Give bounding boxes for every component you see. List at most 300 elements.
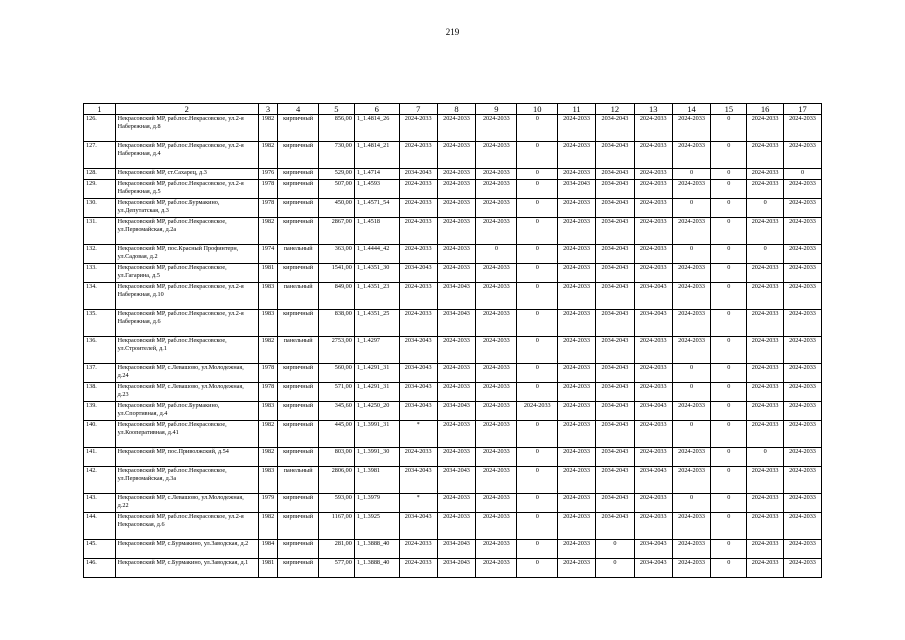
period-17-cell: 2024-2033	[784, 115, 822, 142]
table-row	[84, 540, 822, 559]
column-header-7: 7	[399, 104, 437, 115]
passport-id-cell: 1_1.4814_26	[354, 115, 399, 142]
address-cell: Некрасовский МР, с.Левашово, ул.Молодежная, д.23	[115, 383, 258, 402]
period-12-cell: 2034-2043	[595, 402, 634, 421]
area-cell: 445,00	[319, 421, 355, 448]
period-16-cell: 2024-2033	[747, 402, 784, 421]
period-15-cell: 0	[711, 115, 747, 142]
address-cell: Некрасовский МР, раб.пос.Бурмакино, ул.Депутатская, д.3	[115, 199, 258, 218]
period-8-cell: 2024-2033	[437, 448, 476, 467]
table-row	[84, 337, 822, 364]
period-16-cell: 2024-2033	[747, 180, 784, 199]
column-header-2: 2	[115, 104, 258, 115]
wall-material-cell: кирпичный	[278, 310, 319, 337]
period-16-cell: 0	[747, 448, 784, 467]
passport-id-cell: 1_1.4571_54	[354, 199, 399, 218]
passport-id-cell: 1_1.4351_30	[354, 264, 399, 283]
column-header-9: 9	[476, 104, 517, 115]
period-9-cell: 2024-2033	[476, 180, 517, 199]
period-14-cell: 0	[672, 383, 711, 402]
column-header-15: 15	[711, 104, 747, 115]
period-14-cell: 2024-2033	[672, 264, 711, 283]
period-15-cell: 0	[711, 337, 747, 364]
period-16-cell: 2024-2033	[747, 115, 784, 142]
period-10-cell: 0	[517, 283, 558, 310]
period-10-cell: 0	[517, 513, 558, 540]
address-cell: Некрасовский МР, с.Бурмакино, ул.Заводская, д.2	[115, 540, 258, 559]
period-13-cell: 2024-2033	[634, 383, 672, 402]
year-built-cell: 1976	[258, 169, 277, 180]
period-13-cell: 2024-2033	[634, 264, 672, 283]
address-cell: Некрасовский МР, раб.пос.Бурмакино, ул.Спортивная, д.4	[115, 402, 258, 421]
year-built-cell: 1983	[258, 283, 277, 310]
period-7-cell: 2034-2043	[399, 383, 437, 402]
period-14-cell: 2024-2033	[672, 337, 711, 364]
period-13-cell: 2034-2043	[634, 540, 672, 559]
wall-material-cell: кирпичный	[278, 115, 319, 142]
row-number-cell: 133.	[84, 264, 116, 283]
address-cell: Некрасовский МР, ст.Сахарец, д.3	[115, 169, 258, 180]
passport-id-cell: 1_1.4250_20	[354, 402, 399, 421]
period-7-cell: 2024-2033	[399, 199, 437, 218]
period-10-cell: 0	[517, 467, 558, 494]
row-number-cell: 137.	[84, 364, 116, 383]
row-number-cell: 128.	[84, 169, 116, 180]
period-8-cell: 2034-2043	[437, 283, 476, 310]
period-11-cell: 2024-2033	[558, 115, 596, 142]
address-cell: Некрасовский МР, раб.пос.Некрасовское, ул.Первомайская, д.2а	[115, 218, 258, 245]
column-header-16: 16	[747, 104, 784, 115]
period-15-cell: 0	[711, 513, 747, 540]
year-built-cell: 1982	[258, 337, 277, 364]
period-8-cell: 2024-2033	[437, 364, 476, 383]
period-7-cell: 2024-2033	[399, 448, 437, 467]
period-16-cell: 0	[747, 199, 784, 218]
table-body	[84, 115, 822, 578]
period-13-cell: 2024-2033	[634, 218, 672, 245]
wall-material-cell: кирпичный	[278, 218, 319, 245]
period-8-cell: 2034-2043	[437, 402, 476, 421]
period-7-cell: *	[399, 494, 437, 513]
period-11-cell: 2024-2033	[558, 142, 596, 169]
period-16-cell: 2024-2033	[747, 559, 784, 578]
period-15-cell: 0	[711, 448, 747, 467]
row-number-cell: 144.	[84, 513, 116, 540]
period-13-cell: 2024-2033	[634, 142, 672, 169]
period-14-cell: 2024-2033	[672, 467, 711, 494]
period-15-cell: 0	[711, 142, 747, 169]
period-12-cell: 2034-2043	[595, 448, 634, 467]
period-7-cell: 2024-2033	[399, 115, 437, 142]
row-number-cell: 139.	[84, 402, 116, 421]
column-header-1: 1	[84, 104, 116, 115]
period-8-cell: 2024-2033	[437, 337, 476, 364]
period-14-cell: 2024-2033	[672, 513, 711, 540]
period-7-cell: 2034-2043	[399, 513, 437, 540]
year-built-cell: 1978	[258, 364, 277, 383]
period-14-cell: 2024-2033	[672, 142, 711, 169]
address-cell: Некрасовский МР, раб.пос.Некрасовское, ул.Первомайская, д.3а	[115, 467, 258, 494]
period-7-cell: 2024-2033	[399, 559, 437, 578]
period-17-cell: 2024-2033	[784, 364, 822, 383]
period-15-cell: 0	[711, 364, 747, 383]
period-9-cell: 2024-2033	[476, 310, 517, 337]
period-11-cell: 2024-2033	[558, 448, 596, 467]
period-12-cell: 2034-2043	[595, 264, 634, 283]
table-row	[84, 115, 822, 142]
period-9-cell: 2024-2033	[476, 218, 517, 245]
row-number-cell: 134.	[84, 283, 116, 310]
housing-table	[83, 103, 822, 578]
period-11-cell: 2024-2033	[558, 494, 596, 513]
year-built-cell: 1974	[258, 245, 277, 264]
period-11-cell: 2024-2033	[558, 513, 596, 540]
period-9-cell: 2024-2033	[476, 494, 517, 513]
period-13-cell: 2024-2033	[634, 245, 672, 264]
wall-material-cell: панельный	[278, 467, 319, 494]
year-built-cell: 1983	[258, 310, 277, 337]
passport-id-cell: 1_1.3925	[354, 513, 399, 540]
wall-material-cell: кирпичный	[278, 199, 319, 218]
period-15-cell: 0	[711, 218, 747, 245]
period-15-cell: 0	[711, 245, 747, 264]
period-13-cell: 2034-2043	[634, 402, 672, 421]
address-cell: Некрасовский МР, раб.пос.Некрасовское, ул.2-я Набережная, д.10	[115, 283, 258, 310]
period-15-cell: 0	[711, 283, 747, 310]
period-7-cell: 2034-2043	[399, 264, 437, 283]
row-number-cell: 130.	[84, 199, 116, 218]
period-12-cell: 2034-2043	[595, 180, 634, 199]
area-cell: 1167,00	[319, 513, 355, 540]
period-14-cell: 2024-2033	[672, 448, 711, 467]
table-row	[84, 364, 822, 383]
period-17-cell: 2024-2033	[784, 337, 822, 364]
period-17-cell: 2024-2033	[784, 283, 822, 310]
period-10-cell: 0	[517, 264, 558, 283]
period-12-cell: 0	[595, 559, 634, 578]
passport-id-cell: 1_1.3981	[354, 467, 399, 494]
address-cell: Некрасовский МР, раб.пос.Некрасовское, ул.2-я Набережная, д.5	[115, 180, 258, 199]
table-row	[84, 448, 822, 467]
passport-id-cell: 1_1.4714	[354, 169, 399, 180]
table-row	[84, 494, 822, 513]
period-14-cell: 0	[672, 364, 711, 383]
passport-id-cell: 1_1.4351_25	[354, 310, 399, 337]
wall-material-cell: кирпичный	[278, 264, 319, 283]
row-number-cell: 142.	[84, 467, 116, 494]
period-10-cell: 0	[517, 218, 558, 245]
period-8-cell: 2024-2033	[437, 494, 476, 513]
passport-id-cell: 1_1.3888_40	[354, 559, 399, 578]
period-10-cell: 0	[517, 494, 558, 513]
period-14-cell: 2024-2033	[672, 310, 711, 337]
period-12-cell: 0	[595, 540, 634, 559]
period-8-cell: 2024-2033	[437, 199, 476, 218]
period-11-cell: 2024-2033	[558, 310, 596, 337]
year-built-cell: 1983	[258, 467, 277, 494]
period-11-cell: 2034-2043	[558, 180, 596, 199]
period-8-cell: 2024-2033	[437, 421, 476, 448]
period-11-cell: 2024-2033	[558, 467, 596, 494]
period-8-cell: 2024-2033	[437, 169, 476, 180]
passport-id-cell: 1_1.3979	[354, 494, 399, 513]
wall-material-cell: панельный	[278, 283, 319, 310]
area-cell: 363,00	[319, 245, 355, 264]
period-16-cell: 2024-2033	[747, 264, 784, 283]
period-16-cell: 2024-2033	[747, 283, 784, 310]
wall-material-cell: кирпичный	[278, 364, 319, 383]
period-16-cell: 2024-2033	[747, 142, 784, 169]
wall-material-cell: кирпичный	[278, 383, 319, 402]
passport-id-cell: 1_1.4444_42	[354, 245, 399, 264]
row-number-cell: 131.	[84, 218, 116, 245]
period-7-cell: 2024-2033	[399, 283, 437, 310]
passport-id-cell: 1_1.3888_40	[354, 540, 399, 559]
period-11-cell: 2024-2033	[558, 402, 596, 421]
area-cell: 2753,00	[319, 337, 355, 364]
period-15-cell: 0	[711, 383, 747, 402]
period-7-cell: 2024-2033	[399, 180, 437, 199]
period-7-cell: 2034-2043	[399, 467, 437, 494]
period-17-cell: 2024-2033	[784, 494, 822, 513]
area-cell: 593,00	[319, 494, 355, 513]
period-14-cell: 0	[672, 245, 711, 264]
passport-id-cell: 1_1.4291_31	[354, 364, 399, 383]
period-17-cell: 2024-2033	[784, 448, 822, 467]
passport-id-cell: 1_1.4297	[354, 337, 399, 364]
period-7-cell: 2034-2043	[399, 337, 437, 364]
wall-material-cell: кирпичный	[278, 180, 319, 199]
period-9-cell: 2024-2033	[476, 467, 517, 494]
period-14-cell: 0	[672, 169, 711, 180]
period-9-cell: 2024-2033	[476, 421, 517, 448]
table-row	[84, 180, 822, 199]
period-12-cell: 2034-2043	[595, 467, 634, 494]
row-number-cell: 141.	[84, 448, 116, 467]
period-17-cell: 2024-2033	[784, 245, 822, 264]
period-13-cell: 2024-2033	[634, 513, 672, 540]
period-8-cell: 2024-2033	[437, 245, 476, 264]
period-13-cell: 2024-2033	[634, 364, 672, 383]
period-15-cell: 0	[711, 467, 747, 494]
period-12-cell: 2034-2043	[595, 245, 634, 264]
column-header-4: 4	[278, 104, 319, 115]
period-11-cell: 2024-2033	[558, 337, 596, 364]
period-15-cell: 0	[711, 559, 747, 578]
period-15-cell: 0	[711, 169, 747, 180]
period-10-cell: 0	[517, 115, 558, 142]
period-14-cell: 2024-2033	[672, 283, 711, 310]
period-7-cell: 2034-2043	[399, 169, 437, 180]
row-number-cell: 146.	[84, 559, 116, 578]
period-10-cell: 0	[517, 448, 558, 467]
table-row	[84, 218, 822, 245]
period-9-cell: 2024-2033	[476, 513, 517, 540]
period-10-cell: 0	[517, 199, 558, 218]
row-number-cell: 135.	[84, 310, 116, 337]
period-11-cell: 2024-2033	[558, 283, 596, 310]
period-7-cell: 2024-2033	[399, 245, 437, 264]
period-16-cell: 0	[747, 245, 784, 264]
year-built-cell: 1982	[258, 448, 277, 467]
table-row	[84, 421, 822, 448]
period-10-cell: 0	[517, 540, 558, 559]
period-9-cell: 2024-2033	[476, 383, 517, 402]
column-header-5: 5	[319, 104, 355, 115]
period-17-cell: 2024-2033	[784, 264, 822, 283]
table-row	[84, 513, 822, 540]
period-9-cell: 2024-2033	[476, 540, 517, 559]
year-built-cell: 1979	[258, 494, 277, 513]
address-cell: Некрасовский МР, раб.пос.Некрасовское, ул.Строителей, д.1	[115, 337, 258, 364]
period-8-cell: 2024-2033	[437, 218, 476, 245]
period-9-cell: 2024-2033	[476, 142, 517, 169]
period-15-cell: 0	[711, 180, 747, 199]
area-cell: 1541,00	[319, 264, 355, 283]
passport-id-cell: 1_1.4814_21	[354, 142, 399, 169]
row-number-cell: 145.	[84, 540, 116, 559]
period-17-cell: 2024-2033	[784, 402, 822, 421]
table-row	[84, 310, 822, 337]
period-15-cell: 0	[711, 264, 747, 283]
address-cell: Некрасовский МР, раб.пос.Некрасовское, ул.2-я Набережная, д.6	[115, 310, 258, 337]
period-12-cell: 2034-2043	[595, 310, 634, 337]
wall-material-cell: кирпичный	[278, 540, 319, 559]
wall-material-cell: кирпичный	[278, 559, 319, 578]
year-built-cell: 1981	[258, 559, 277, 578]
table-row	[84, 283, 822, 310]
column-header-3: 3	[258, 104, 277, 115]
period-13-cell: 2034-2043	[634, 467, 672, 494]
period-14-cell: 2024-2033	[672, 218, 711, 245]
period-15-cell: 0	[711, 199, 747, 218]
period-13-cell: 2024-2033	[634, 169, 672, 180]
table-row	[84, 199, 822, 218]
period-12-cell: 2034-2043	[595, 169, 634, 180]
period-9-cell: 2024-2033	[476, 264, 517, 283]
period-11-cell: 2024-2033	[558, 199, 596, 218]
period-14-cell: 0	[672, 494, 711, 513]
period-16-cell: 2024-2033	[747, 421, 784, 448]
period-10-cell: 0	[517, 180, 558, 199]
period-17-cell: 2024-2033	[784, 540, 822, 559]
period-16-cell: 2024-2033	[747, 513, 784, 540]
period-9-cell: 2024-2033	[476, 283, 517, 310]
year-built-cell: 1978	[258, 383, 277, 402]
period-10-cell: 0	[517, 310, 558, 337]
period-14-cell: 2024-2033	[672, 540, 711, 559]
period-11-cell: 2024-2033	[558, 245, 596, 264]
passport-id-cell: 1_1.4291_31	[354, 383, 399, 402]
period-17-cell: 2024-2033	[784, 218, 822, 245]
period-8-cell: 2034-2043	[437, 559, 476, 578]
column-header-12: 12	[595, 104, 634, 115]
year-built-cell: 1981	[258, 264, 277, 283]
address-cell: Некрасовский МР, с.Левашово, ул.Молодежная, д.24	[115, 364, 258, 383]
period-8-cell: 2034-2043	[437, 467, 476, 494]
area-cell: 2867,00	[319, 218, 355, 245]
period-9-cell: 2024-2033	[476, 364, 517, 383]
period-10-cell: 0	[517, 421, 558, 448]
period-9-cell: 2024-2033	[476, 337, 517, 364]
period-16-cell: 2024-2033	[747, 310, 784, 337]
row-number-cell: 127.	[84, 142, 116, 169]
period-10-cell: 0	[517, 169, 558, 180]
wall-material-cell: кирпичный	[278, 494, 319, 513]
period-16-cell: 2024-2033	[747, 218, 784, 245]
period-12-cell: 2034-2043	[595, 218, 634, 245]
table-row	[84, 467, 822, 494]
area-cell: 529,00	[319, 169, 355, 180]
period-17-cell: 2024-2033	[784, 199, 822, 218]
row-number-cell: 129.	[84, 180, 116, 199]
period-17-cell: 2024-2033	[784, 559, 822, 578]
year-built-cell: 1982	[258, 218, 277, 245]
passport-id-cell: 1_1.4593	[354, 180, 399, 199]
wall-material-cell: кирпичный	[278, 421, 319, 448]
period-9-cell: 0	[476, 245, 517, 264]
period-15-cell: 0	[711, 540, 747, 559]
period-16-cell: 2024-2033	[747, 364, 784, 383]
year-built-cell: 1982	[258, 513, 277, 540]
row-number-cell: 140.	[84, 421, 116, 448]
address-cell: Некрасовский МР, пос.Красный Профинтерн, ул.Садовая, д.2	[115, 245, 258, 264]
period-9-cell: 2024-2033	[476, 559, 517, 578]
area-cell: 345,60	[319, 402, 355, 421]
area-cell: 450,00	[319, 199, 355, 218]
column-header-10: 10	[517, 104, 558, 115]
period-9-cell: 2024-2033	[476, 199, 517, 218]
period-17-cell: 0	[784, 169, 822, 180]
passport-id-cell: 1_1.4518	[354, 218, 399, 245]
year-built-cell: 1978	[258, 180, 277, 199]
period-14-cell: 2024-2033	[672, 180, 711, 199]
header-row	[84, 104, 822, 115]
wall-material-cell: кирпичный	[278, 142, 319, 169]
period-10-cell: 0	[517, 142, 558, 169]
year-built-cell: 1982	[258, 142, 277, 169]
area-cell: 560,00	[319, 364, 355, 383]
period-12-cell: 2034-2043	[595, 494, 634, 513]
period-12-cell: 2034-2043	[595, 513, 634, 540]
wall-material-cell: панельный	[278, 337, 319, 364]
period-10-cell: 0	[517, 383, 558, 402]
wall-material-cell: кирпичный	[278, 402, 319, 421]
period-9-cell: 2024-2033	[476, 169, 517, 180]
period-17-cell: 2024-2033	[784, 142, 822, 169]
address-cell: Некрасовский МР, раб.пос.Некрасовское, ул.Гагарина, д.5	[115, 264, 258, 283]
period-11-cell: 2024-2033	[558, 364, 596, 383]
period-12-cell: 2034-2043	[595, 142, 634, 169]
period-10-cell: 0	[517, 364, 558, 383]
period-17-cell: 2024-2033	[784, 310, 822, 337]
year-built-cell: 1978	[258, 199, 277, 218]
period-7-cell: 2034-2043	[399, 402, 437, 421]
period-8-cell: 2034-2043	[437, 310, 476, 337]
period-7-cell: 2024-2033	[399, 218, 437, 245]
table-row	[84, 264, 822, 283]
period-17-cell: 2024-2033	[784, 180, 822, 199]
period-13-cell: 2034-2043	[634, 283, 672, 310]
period-8-cell: 2024-2033	[437, 180, 476, 199]
period-9-cell: 2024-2033	[476, 448, 517, 467]
passport-id-cell: 1_1.3991_30	[354, 448, 399, 467]
passport-id-cell: 1_1.4351_23	[354, 283, 399, 310]
address-cell: Некрасовский МР, раб.пос.Некрасовское, ул.2-я Набережная, д.4	[115, 142, 258, 169]
table-row	[84, 169, 822, 180]
period-17-cell: 2024-2033	[784, 383, 822, 402]
area-cell: 507,00	[319, 180, 355, 199]
